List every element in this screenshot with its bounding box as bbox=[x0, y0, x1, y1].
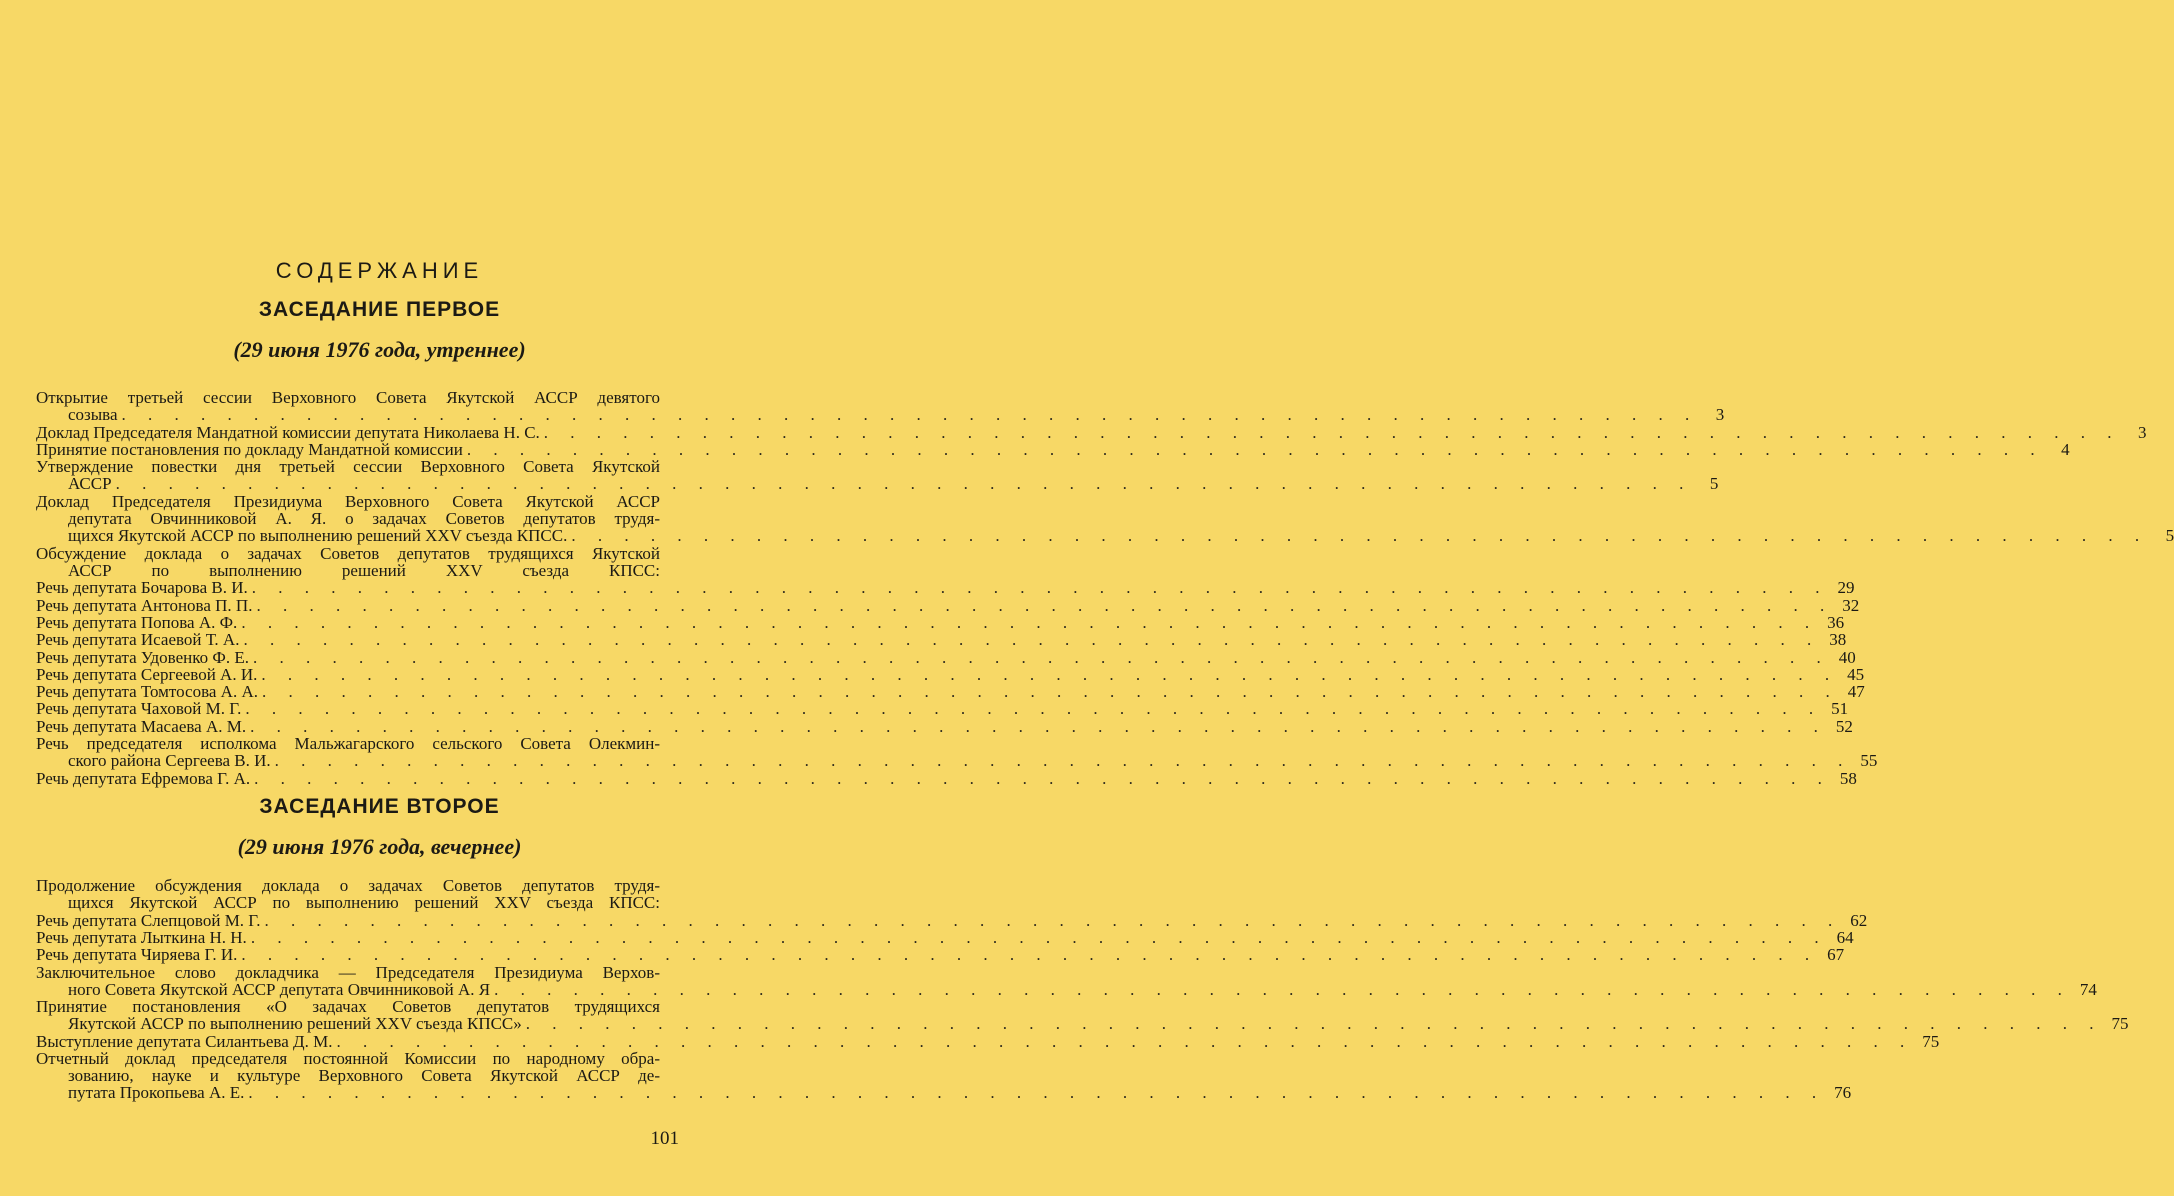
toc-entry-text: щихся Якутской АССР по выполнению решений XXV съезда КПСС: bbox=[68, 893, 660, 912]
toc-entry bbox=[36, 699, 1849, 719]
page-number: 101 bbox=[650, 1128, 679, 1149]
toc-entry-text: Речь депутата Удовенко Ф. Е. bbox=[36, 647, 249, 667]
toc-entry bbox=[36, 388, 1725, 424]
toc-entry-page: 45 bbox=[1847, 664, 1865, 684]
toc-entry-text: путата Прокопьева А. Е. bbox=[68, 1083, 245, 1102]
leader-dots: . . . . . . . . . . . . . . . . . . . . . . . . . . . . . . . . . . . . . . . . . . . . . . . . . . . . . . . . . . . . bbox=[241, 945, 1819, 965]
leader-dots: . . . . . . . . . . . . . . . . . . . . . . . . . . . . . . . . . . . . . . . . . . . . . . . . . . . . . . . . . . . . bbox=[256, 595, 1834, 615]
toc-entry bbox=[36, 927, 1854, 947]
leader-dots: . . . . . . . . . . . . . . . . . . . . . . . . . . . . . . . . . . . . . . . . . . . . . . . . . . . . . . . . . . . . bbox=[543, 422, 2121, 442]
toc-entry-text: Доклад Председателя Президиума Верховного Совета Якутской АССР bbox=[36, 491, 660, 511]
toc-title: СОДЕРЖАНИЕ bbox=[275, 258, 484, 283]
toc-entry-page: 40 bbox=[1838, 647, 1856, 667]
toc-entry-text: Речь депутата Антонова П. П. bbox=[36, 595, 253, 615]
toc-entry-page: 36 bbox=[1827, 612, 1845, 632]
leader-dots: . . . . . . . . . . . . . . . . . . . . . . . . . . . . . . . . . . . . . . . . . . . . . . . . . . . . . . . . . . . . bbox=[466, 439, 2044, 459]
toc-entry-text: депутата Овчинниковой А. Я. о задачах Советов депутатов трудя- bbox=[68, 508, 660, 528]
toc-entry bbox=[36, 945, 1845, 965]
toc-entry-text: щихся Якутской АССР по выполнению решений XXV съезда КПСС. bbox=[68, 525, 568, 545]
leader-dots: . . . . . . . . . . . . . . . . . . . . . . . . . . . . . . . . . . . . . . . . . . . . . . . . . . . . . . . . . . . . bbox=[262, 682, 1839, 702]
leader-dots: . . . . . . . . . . . . . . . . . . . . . . . . . . . . . . . . . . . . . . . . . . . . . . . . . . . . . . . . . . . . bbox=[250, 927, 1828, 947]
toc-entry bbox=[36, 545, 682, 579]
leader-dots: . . . . . . . . . . . . . . . . . . . . . . . . . . . . . . . . . . . . . . . . . . . . . . . . . . . . . . . . . . . . bbox=[245, 699, 1823, 719]
toc-entry bbox=[36, 595, 1860, 615]
toc-entry-text: ского района Сергеева В. И. bbox=[68, 751, 271, 770]
toc-entry-text: Доклад Председателя Мандатной комиссии депутата Николаева Н. С. bbox=[36, 422, 540, 442]
toc-entry-text: Речь председателя исполкома Мальжагарского сельского Совета Олекмин- bbox=[36, 734, 660, 753]
toc-entry-page: 4 bbox=[2061, 439, 2070, 459]
toc-entry bbox=[36, 910, 1868, 930]
toc-entry-page: 58 bbox=[1839, 768, 1857, 788]
toc-entry bbox=[36, 962, 2097, 999]
toc-entry-page: 5 bbox=[1709, 474, 1719, 494]
toc-entry-page: 62 bbox=[1850, 910, 1868, 930]
leader-dots: . . . . . . . . . . . . . . . . . . . . . . . . . . . . . . . . . . . . . . . . . . . . . . . . . . . . . . . . . . . . bbox=[264, 910, 1842, 930]
leader-dots: . . . . . . . . . . . . . . . . . . . . . . . . . . . . . . . . . . . . . . . . . . . . . . . . . . . . . . . . . . . . bbox=[241, 612, 1819, 632]
toc-entry bbox=[36, 439, 2070, 459]
toc-entry-text: Речь депутата Чаховой М. Г. bbox=[36, 699, 242, 719]
toc-entry-text: АССР по выполнению решений XXV съезда КПСС: bbox=[68, 560, 660, 580]
leader-dots: . . . . . . . . . . . . . . . . . . . . . . . . . . . . . . . . . . . . . . . . . . . . . . . . . . . . . . . . . . . . bbox=[121, 405, 1699, 424]
toc-entry bbox=[36, 997, 2129, 1034]
toc-entry-page: 75 bbox=[2111, 1014, 2129, 1034]
leader-dots: . . . . . . . . . . . . . . . . . . . . . . . . . . . . . . . . . . . . . . . . . . . . . . . . . . . . . . . . . . . . bbox=[248, 1083, 1826, 1102]
leader-dots: . . . . . . . . . . . . . . . . . . . . . . . . . . . . . . . . . . . . . . . . . . . . . . . . . . . . . . . . . . . . bbox=[254, 768, 1831, 788]
leader-dots: . . . . . . . . . . . . . . . . . . . . . . . . . . . . . . . . . . . . . . . . . . . . . . . . . . . . . . . . . . . . bbox=[115, 474, 1693, 494]
toc-entry-text: Речь депутата Сергеевой А. И. bbox=[36, 664, 258, 684]
toc-entry-text: Отчетный доклад председателя постоянной Комиссии по народному обра- bbox=[36, 1049, 660, 1068]
toc-entry-text: Речь депутата Исаевой Т. А. bbox=[36, 630, 240, 650]
toc-entry bbox=[36, 768, 1857, 788]
leader-dots: . . . . . . . . . . . . . . . . . . . . . . . . . . . . . . . . . . . . . . . . . . . . . . . . . . . . . . . . . . . . bbox=[243, 630, 1821, 650]
toc-entry-page: 67 bbox=[1827, 945, 1845, 965]
session-1-title: ЗАСЕДАНИЕ ПЕРВОЕ bbox=[258, 298, 501, 321]
toc-entry bbox=[36, 630, 1847, 650]
toc-entry-text: Открытие третьей сессии Верховного Совета Якутской АССР девятого bbox=[36, 388, 660, 407]
toc-entry-text: Речь депутата Чиряева Г. И. bbox=[36, 945, 238, 965]
leader-dots: . . . . . . . . . . . . . . . . . . . . . . . . . . . . . . . . . . . . . . . . . . . . . . . . . . . . . . . . . . . . bbox=[274, 751, 1852, 770]
leader-dots: . . . . . . . . . . . . . . . . . . . . . . . . . . . . . . . . . . . . . . . . . . . . . . . . . . . . . . . . . . . . bbox=[571, 525, 2149, 545]
leader-dots: . . . . . . . . . . . . . . . . . . . . . . . . . . . . . . . . . . . . . . . . . . . . . . . . . . . . . . . . . . . . bbox=[525, 1014, 2103, 1034]
toc-entry-page: 5 bbox=[2165, 525, 2174, 545]
toc-entry-page: 32 bbox=[1842, 595, 1860, 615]
toc-entry-page: 47 bbox=[1847, 682, 1865, 702]
toc-entry-text: ного Совета Якутской АССР депутата Овчинниковой А. Я bbox=[68, 979, 491, 999]
toc-entry bbox=[36, 716, 1853, 736]
toc-entry-page: 75 bbox=[1922, 1031, 1940, 1051]
toc-entry-text: Якутской АССР по выполнению решений XXV съезда КПСС» bbox=[68, 1014, 522, 1034]
toc-entry bbox=[36, 734, 1878, 770]
leader-dots: . . . . . . . . . . . . . . . . . . . . . . . . . . . . . . . . . . . . . . . . . . . . . . . . . . . . . . . . . . . . bbox=[261, 664, 1839, 684]
session-1-date: (29 июня 1976 года, утреннее) bbox=[233, 337, 526, 362]
toc-entry-page: 74 bbox=[2079, 979, 2097, 999]
toc-entry bbox=[36, 578, 1855, 598]
toc-entry bbox=[36, 491, 2174, 545]
leader-dots: . . . . . . . . . . . . . . . . . . . . . . . . . . . . . . . . . . . . . . . . . . . . . . . . . . . . . . . . . . . . bbox=[251, 578, 1829, 598]
leader-dots: . . . . . . . . . . . . . . . . . . . . . . . . . . . . . . . . . . . . . . . . . . . . . . . . . . . . . . . . . . . . bbox=[336, 1031, 1914, 1051]
toc-entry bbox=[36, 682, 1865, 702]
toc-entry-page: 29 bbox=[1837, 578, 1855, 598]
toc-entry bbox=[36, 877, 682, 911]
toc-entry bbox=[36, 422, 2147, 442]
toc-entry-text: Выступление депутата Силантьева Д. М. bbox=[36, 1031, 333, 1051]
toc-entry bbox=[36, 612, 1845, 632]
toc-entry-page: 55 bbox=[1860, 751, 1878, 770]
toc-entry bbox=[36, 1031, 1940, 1051]
toc-entry bbox=[36, 457, 1719, 494]
toc-entry-text: Речь депутата Слепцовой М. Г. bbox=[36, 910, 261, 930]
toc-entry bbox=[36, 664, 1865, 684]
toc-entry-text: Речь депутата Масаева А. М. bbox=[36, 716, 247, 736]
toc-entry-text: Заключительное слово докладчика — Председателя Президиума Верхов- bbox=[36, 962, 660, 982]
toc-entry-text: Обсуждение доклада о задачах Советов депутатов трудящихся Якутской bbox=[36, 543, 660, 563]
leader-dots: . . . . . . . . . . . . . . . . . . . . . . . . . . . . . . . . . . . . . . . . . . . . . . . . . . . . . . . . . . . . bbox=[252, 647, 1830, 667]
toc-entry-text: АССР bbox=[68, 474, 112, 494]
toc-entry-text: Речь депутата Томтосова А. А. bbox=[36, 682, 258, 702]
toc-entry-text: Речь депутата Ефремова Г. А. bbox=[36, 768, 251, 788]
toc-entry-text: Речь депутата Бочарова В. И. bbox=[36, 578, 248, 598]
session-2-date: (29 июня 1976 года, вечернее) bbox=[237, 834, 522, 859]
toc-entry-text: зованию, науке и культуре Верховного Совета Якутской АССР де- bbox=[68, 1066, 660, 1085]
toc-entry-page: 3 bbox=[1715, 405, 1725, 424]
leader-dots: . . . . . . . . . . . . . . . . . . . . . . . . . . . . . . . . . . . . . . . . . . . . . . . . . . . . . . . . . . . . bbox=[250, 716, 1827, 736]
session-2-title: ЗАСЕДАНИЕ ВТОРОЕ bbox=[259, 795, 500, 818]
toc-entry-text: Принятие постановления по докладу Мандатной комиссии bbox=[36, 439, 463, 459]
toc-entry-text: Речь депутата Лыткина Н. Н. bbox=[36, 927, 247, 947]
toc-entry-page: 38 bbox=[1829, 630, 1847, 650]
toc-entry-page: 64 bbox=[1836, 927, 1854, 947]
toc-entry-text: Речь депутата Попова А. Ф. bbox=[36, 612, 238, 632]
leader-dots: . . . . . . . . . . . . . . . . . . . . . . . . . . . . . . . . . . . . . . . . . . . . . . . . . . . . . . . . . . . . bbox=[494, 979, 2071, 999]
toc-entry-text: Принятие постановления «О задачах Советов депутатов трудящихся bbox=[36, 997, 660, 1017]
toc-entry-text: созыва bbox=[68, 405, 118, 424]
toc-entry-page: 3 bbox=[2138, 422, 2147, 442]
toc-entry-text: Утверждение повестки дня третьей сессии Верховного Совета Якутской bbox=[36, 457, 660, 477]
toc-entry bbox=[36, 1049, 1852, 1102]
toc-entry-page: 76 bbox=[1834, 1083, 1852, 1102]
toc-entry-page: 52 bbox=[1835, 716, 1853, 736]
toc-entry-page: 51 bbox=[1831, 699, 1849, 719]
toc-entry bbox=[36, 647, 1856, 667]
toc-entry-text: Продолжение обсуждения доклада о задачах Советов депутатов трудя- bbox=[36, 876, 660, 895]
